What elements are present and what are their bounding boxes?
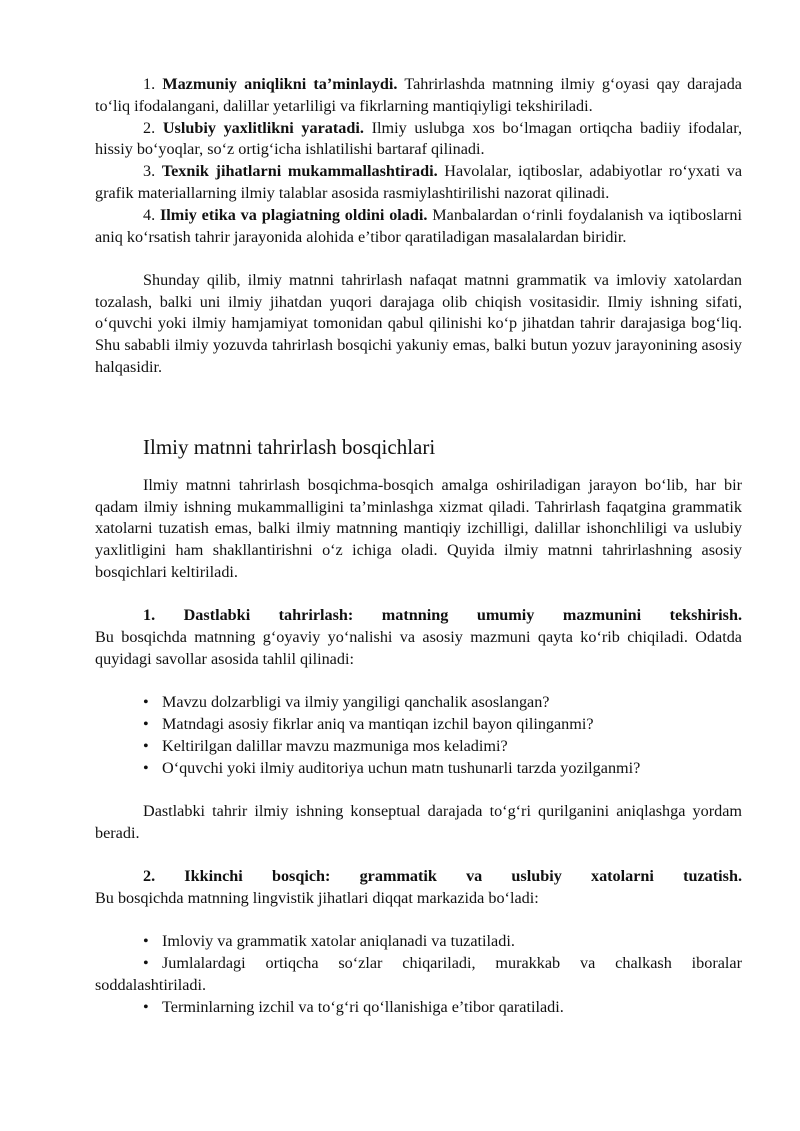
- item-text: Manbalardan o‘rinli foydalanish va iqtiboslarni aniq ko‘rsatish tahrir jarayonida alohida e’tibor qaratiladigan masalalardan biridir.: [95, 205, 742, 246]
- document-page: [95, 74, 742, 1018]
- list-item: • Keltirilgan dalillar mavzu mazmuniga mos keladimi?: [95, 736, 742, 758]
- bullet-icon: •: [143, 715, 149, 734]
- stage1-text: Bu bosqichda matnning g‘oyaviy yo‘nalishi va asosiy mazmuni qayta ko‘rib chiqiladi. Odatda quyidagi savollar asosida tahlil qilinadi:: [95, 628, 742, 668]
- list-item: • Matndagi asosiy fikrlar aniq va mantiqan izchil bayon qilinganmi?: [95, 714, 742, 736]
- item-title: Uslubiy yaxlitlikni yaratadi.: [162, 118, 364, 137]
- list-item: • Mavzu dolzarbligi va ilmiy yangiligi qanchalik asoslangan?: [95, 692, 742, 714]
- numbered-item-1: [95, 74, 742, 118]
- stage2-title: 2. Ikkinchi bosqich: grammatik va uslubiy xatolarni tuzatish.: [143, 867, 742, 886]
- section-heading: Ilmiy matnni tahrirlash bosqichlari: [143, 434, 436, 459]
- numbered-item-3: [95, 161, 742, 205]
- bullet-icon: •: [143, 997, 149, 1016]
- list-item: • O‘quvchi yoki ilmiy auditoriya uchun matn tushunarli tarzda yozilganmi?: [95, 758, 742, 780]
- bullet-icon: •: [143, 693, 149, 712]
- stage1-question-list: [95, 692, 742, 779]
- item-text: Tahrirlashda matnning ilmiy g‘oyasi qay darajada to‘liq ifodalangani, dalillar yetarliligi va fikrlarning mantiqiyligi tekshiriladi.: [95, 75, 742, 115]
- conclusion-paragraph: Shunday qilib, ilmiy matnni tahrirlash nafaqat matnni grammatik va imloviy xatolardan tozalash, balki uni ilmiy jihatdan yuqori darajaga olib chiqish vositasidir. Ilmiy ishning sifati, o‘quvchi yoki ilmiy hamjamiyat tomonidan qabul qilinishi ko‘p jihatdan tahrir darajasiga bog‘liq. Shu sababli ilmiy yozuvda tahrirlash bosqichi yakuniy emas, balki butun yozuv jarayonining asosiy halqasidir.: [95, 270, 742, 377]
- intro-paragraph: Ilmiy matnni tahrirlash bosqichma-bosqich amalga oshiriladigan jarayon bo‘lib, har bir qadam ilmiy ishning mukammalligini ta’minlashga xizmat qiladi. Tahrirlash faqatgina grammatik xatolarni tuzatish emas, balki ilmiy matnning mantiqiy izchilligi, dalillar ishonchliligi va uslubiy yaxlitligini ham shakllantirishni o‘z ichiga oladi. Quyida ilmiy matnni tahrirlashning asosiy bosqichlari keltiriladi.: [95, 475, 742, 582]
- list-item: • Jumlalardagi ortiqcha so‘zlar chiqariladi, murakkab va chalkash iboralar soddalashtiriladi.: [95, 953, 742, 994]
- list-item: • Terminlarning izchil va to‘g‘ri qo‘llanishiga e’tibor qaratiladi.: [95, 997, 742, 1019]
- stage1-title: 1. Dastlabki tahrirlash: matnning umumiy mazmunini tekshirish.: [143, 606, 742, 625]
- list-item: • Imloviy va grammatik xatolar aniqlanadi va tuzatiladi.: [95, 931, 742, 953]
- stage1-after-paragraph: Dastlabki tahrir ilmiy ishning konseptual darajada to‘g‘ri qurilganini aniqlashga yordam beradi.: [95, 801, 742, 842]
- numbered-item-4: [95, 205, 742, 249]
- bullet-icon: •: [143, 932, 149, 951]
- stage2-text: Bu bosqichda matnning lingvistik jihatlari diqqat markazida bo‘ladi:: [95, 888, 539, 907]
- item-number: 2.: [143, 118, 156, 137]
- numbered-item-2: [95, 118, 742, 162]
- item-text: Havolalar, iqtiboslar, adabiyotlar ro‘yxati va grafik materiallarning ilmiy talablar asosida rasmiylashtirilishi nazorat qilinadi.: [95, 162, 743, 202]
- item-number: 4.: [143, 205, 156, 224]
- item-title: Ilmiy etika va plagiatning oldini oladi.: [159, 205, 428, 224]
- item-text: Ilmiy uslubga xos bo‘lmagan ortiqcha badiiy ifodalar, hissiy bo‘yoqlar, so‘z ortig‘icha ishlatilishi bartaraf qilinadi.: [95, 118, 743, 159]
- item-number: 1.: [143, 75, 156, 93]
- item-title: Mazmuniy aniqlikni ta’minlaydi.: [162, 75, 398, 93]
- bullet-icon: •: [143, 953, 149, 972]
- bullet-icon: •: [143, 736, 149, 755]
- bullet-icon: •: [143, 758, 149, 777]
- stage2-list: [95, 931, 742, 1018]
- item-number: 3.: [143, 162, 156, 181]
- item-title: Texnik jihatlarni mukammallashtiradi.: [161, 162, 438, 181]
